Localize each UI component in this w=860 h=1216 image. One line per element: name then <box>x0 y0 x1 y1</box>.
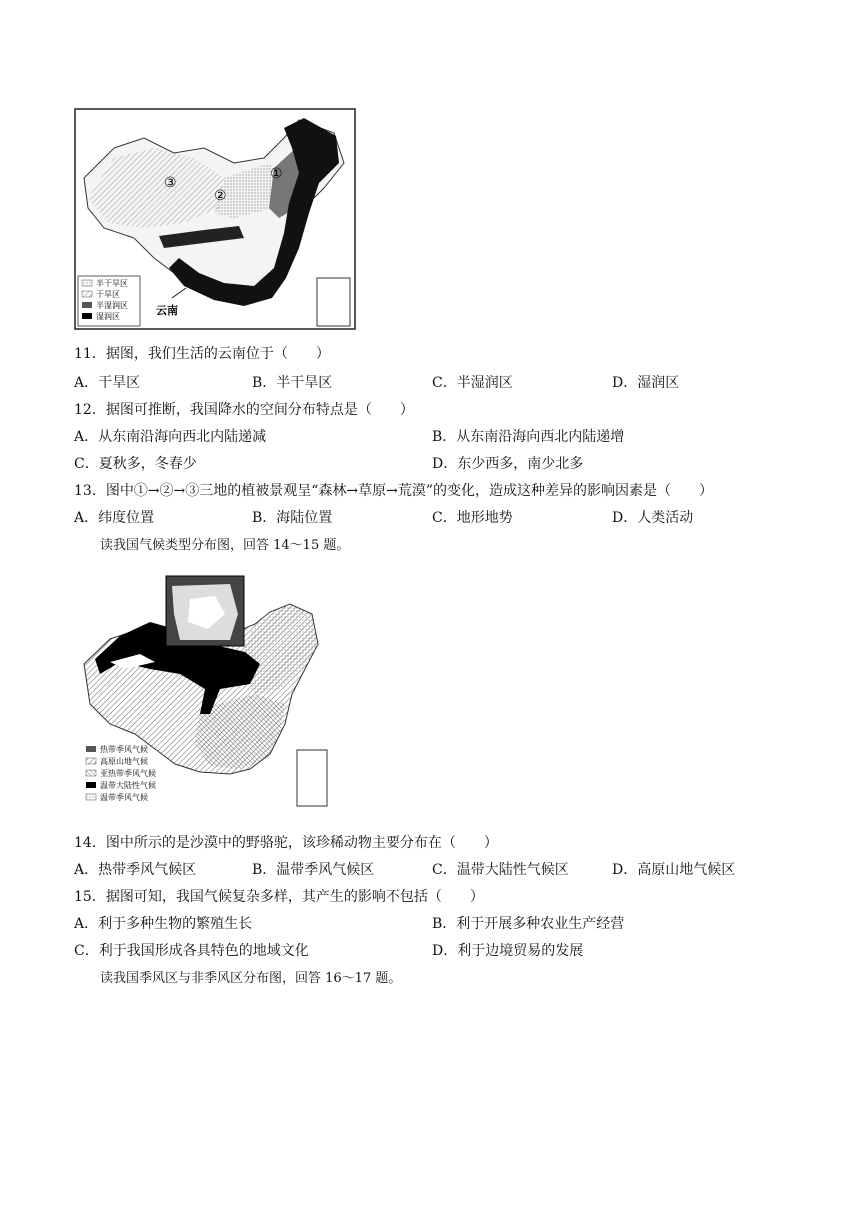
question-15-option-c: C．利于我国形成各具特色的地域文化 <box>74 943 309 959</box>
question-14-option-c: C．温带大陆性气候区 <box>432 862 569 878</box>
legend-label-tropical-monsoon: 热带季风气候 <box>100 745 148 754</box>
legend-label-temperate-monsoon: 温带季风气候 <box>100 793 148 802</box>
legend-label-arid: 干旱区 <box>96 290 120 299</box>
marker-1: ① <box>270 166 283 182</box>
question-14-option-d: D．高原山地气候区 <box>612 862 736 878</box>
intro-14-15: 读我国气候类型分布图，回答 14～15 题。 <box>100 538 350 553</box>
marker-3: ③ <box>164 175 177 191</box>
question-14-option-a: A．热带季风气候区 <box>74 862 197 878</box>
climate-types-map <box>80 574 330 810</box>
legend-label-semi-arid: 半干旱区 <box>96 279 128 288</box>
question-12-option-c: C．夏秋多，冬春少 <box>74 456 197 472</box>
question-13-option-a: A．纬度位置 <box>74 510 155 526</box>
question-11-option-c: C．半湿润区 <box>432 375 513 391</box>
question-12-option-d: D．东少西多，南少北多 <box>432 456 584 472</box>
question-12-option-a: A．从东南沿海向西北内陆递减 <box>74 429 267 445</box>
question-14-option-b: B．温带季风气候区 <box>252 862 375 878</box>
climate-map-svg <box>80 574 330 810</box>
question-13-stem: 13．图中①→②→③三地的植被景观呈“森林→草原→荒漠”的变化，造成这种差异的影响因素是（ ） <box>74 483 714 499</box>
legend-label-humid: 湿润区 <box>96 312 120 321</box>
intro-16-17: 读我国季风区与非季风区分布图，回答 16～17 题。 <box>100 971 402 986</box>
question-11-stem: 11．据图，我们生活的云南位于（ ） <box>74 346 330 362</box>
dry-wet-regions-map <box>74 108 356 330</box>
legend-label-temperate-continental: 温带大陆性气候 <box>100 781 156 790</box>
question-11-option-a: A．干旱区 <box>74 375 141 391</box>
legend-label-subtropical-monsoon: 亚热带季风气候 <box>100 769 156 778</box>
question-12-option-b: B．从东南沿海向西北内陆递增 <box>432 429 625 445</box>
question-15-option-b: B．利于开展多种农业生产经营 <box>432 916 625 932</box>
question-14-stem: 14．图中所示的是沙漠中的野骆驼，该珍稀动物主要分布在（ ） <box>74 835 498 851</box>
marker-2: ② <box>214 188 227 204</box>
yunnan-label: 云南 <box>156 304 178 317</box>
question-13-option-d: D．人类活动 <box>612 510 694 526</box>
question-13-option-c: C．地形地势 <box>432 510 513 526</box>
legend-label-semi-humid: 半湿润区 <box>96 301 128 310</box>
question-11-option-d: D．湿润区 <box>612 375 680 391</box>
question-11-option-b: B．半干旱区 <box>252 375 333 391</box>
dry-wet-map-svg <box>74 108 356 330</box>
question-15-option-d: D．利于边境贸易的发展 <box>432 943 584 959</box>
question-15-option-a: A．利于多种生物的繁殖生长 <box>74 916 253 932</box>
question-13-option-b: B．海陆位置 <box>252 510 333 526</box>
question-12-stem: 12．据图可推断，我国降水的空间分布特点是（ ） <box>74 402 414 418</box>
legend-label-plateau-mountain: 高原山地气候 <box>100 757 148 766</box>
question-15-stem: 15．据图可知，我国气候复杂多样，其产生的影响不包括（ ） <box>74 889 484 905</box>
